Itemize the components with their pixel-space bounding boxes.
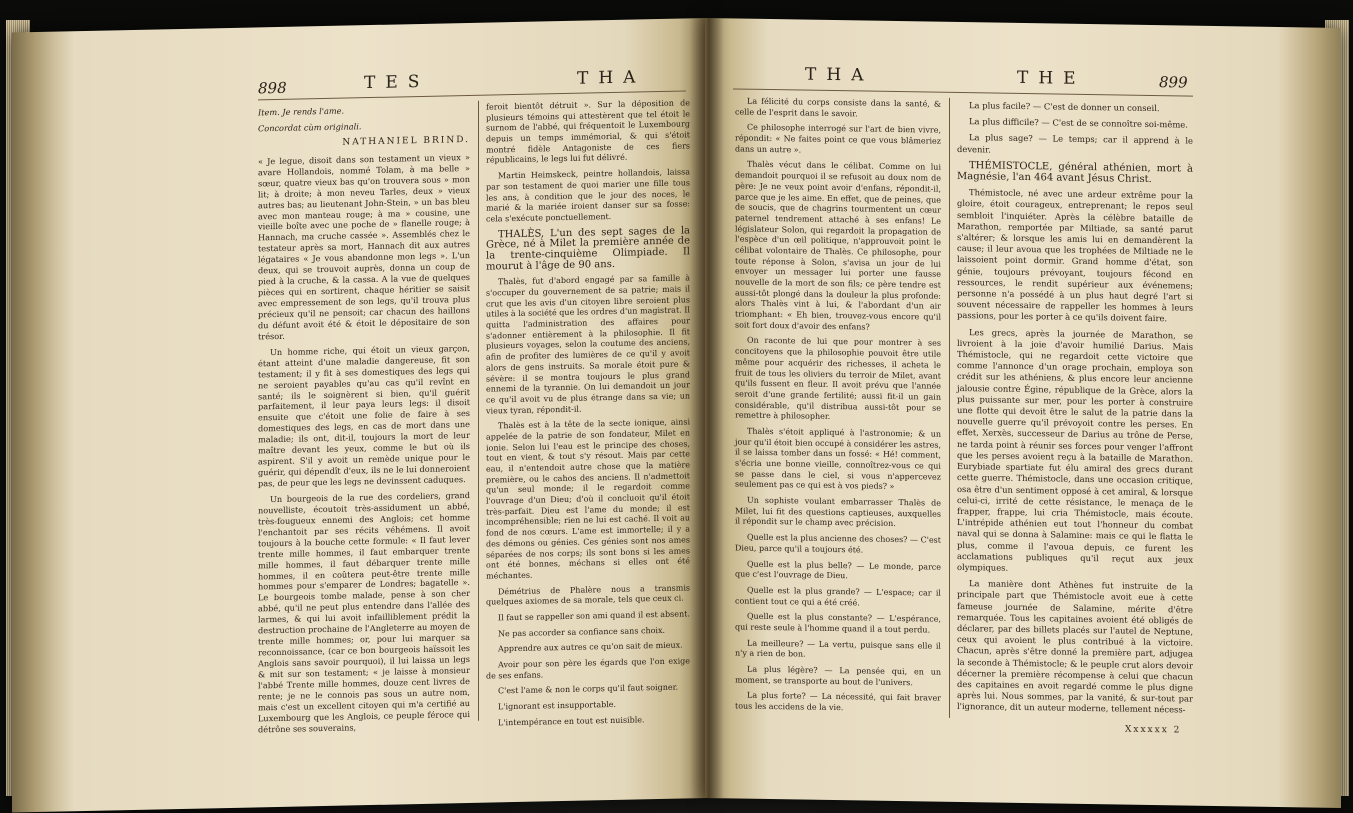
right-running-head-left: THA — [805, 64, 874, 86]
paragraph: Un sophiste voulant embarrasser Thalès de Milet, lui fit des questions captieuses, auxquelles il répondit sur le champ avec précision. — [735, 495, 941, 529]
paragraph: L'intempérance en tout est nuisible. — [498, 715, 645, 728]
right-column-rule — [949, 98, 950, 718]
paragraph: Martin Heimskeck, peintre hollandois, laissa par son testament de quoi marier une fille tous les ans, à condition que le jour des noces, le marié & la mariée iroient danser sur sa fosse: cela s'exécute ponctuellement. — [486, 167, 690, 224]
paragraph: Thalès, fut d'abord engagé par sa famille à s'occuper du gouvernement de sa patrie; mais il crut que les avis d'un citoyen libre seroient plus utiles à la société que les ordres d'un magistrat. Il quitta l'administration des affaires pour s'adonner entièrement à la philosophie. Il fit plusieurs voyages, selon la coutume des anciens, afin de profiter des lumières de ce qu'il y avoit alors de gens instruits. Sa morale étoit pure & sévère: il se montra toujours le plus grand ennemi de la tyrannie. On lui demandoit un jour ce qu'il avoit vu de plus étrange dans sa vie; un vieux tyran, répondit-il. — [486, 273, 690, 416]
paragraph: Thémistocle, né avec une ardeur extrême pour la gloire, étoit courageux, entreprenant; le repos seul sembloit l'inquiéter. Après la célèbre bataille de Marathon, remportée par Miltiade, sa santé parut s'altérer; & lorsque les amis lui en demandèrent la cause; il leur avoua que les trophées de Miltiade ne le laissoient point dormir. Grand homme d'état, son génie, toujours prévoyant, toujours fécond en ressources, le rendit supérieur aux événemens; personne n'a possédé à un plus haut degré l'art si souvent nécessaire de rappeller les hommes à leurs passions, pour les porter à ce qu'ils doivent faire. — [957, 187, 1193, 324]
paragraph: Item. Je rends l'ame. — [258, 105, 345, 118]
signature-mark: Xxxxxx 2 — [1125, 724, 1182, 736]
paragraph: « Je legue, disoit dans son testament un vieux » avare Hollandois, nommé Tolam, à ma belle » sœur, quatre vieux bas qu'on trouvera sous » mon lit; à droite; à mon neveu Tarles, deux » vieux autres bas; au lieutenant John-Stein, » un bas bleu avec mon manteau rouge; à ma » cousine, une vieille boîte avec une poche de » flanelle rouge; à Hannach, ma cruche cassée ». Assemblés chez le testateur après sa mort, Hannach dit aux autres légataires « Je vous abandonne mon legs ». L'un deux, qui se trouvoit auprès, donna un coup de pied à la cruche, & la cassa. A la vue de quelques pièces qui en sortirent, chaque héritier se saisit avec empressement de son legs, qu'il trouva plus précieux qu'il ne pensoit; car chacun des haillons du défunt avoit été & étoit le dépositaire de son trésor. — [258, 151, 470, 342]
paragraph: La plus difficile? — C'est de se connoître soi-même. — [969, 116, 1188, 130]
left-folio: 898 — [258, 78, 287, 98]
paragraph: La plus légère? — La pensée qui, en un moment, se transporte au bout de l'univers. — [735, 664, 941, 687]
paragraph: La félicité du corps consiste dans la santé, & celle de l'esprit dans le savoir. — [735, 96, 941, 119]
paragraph: Quelle est la plus grande? — L'espace; car il contient tout ce qui a été créé. — [735, 585, 941, 607]
left-page-column-1 — [258, 103, 470, 740]
paragraph: L'ignorant est insupportable. — [498, 699, 617, 712]
left-running-head-right: THA — [577, 67, 646, 89]
paragraph: Il faut se rappeller son ami quand il est absent. — [498, 609, 690, 623]
paragraph: Quelle est la plus belle? — Le monde, parce que c'est l'ouvrage de Dieu. — [735, 559, 941, 581]
right-page-column-2 — [957, 100, 1193, 721]
paragraph: La plus facile? — C'est de donner un conseil. — [969, 100, 1160, 114]
paragraph: Concordat cùm originali. — [258, 121, 362, 134]
paragraph: Ce philosophe interrogé sur l'art de bien vivre, répondit: « Ne faites point ce que vous blâmeriez dans un autre ». — [735, 123, 941, 155]
paragraph: Les grecs, après la journée de Marathon, se livroient à la joie d'avoir humilié Darius. Mais Thémistocle, qui ne regardoit cette victoire que comme l'annonce d'un orage prochain, employa son crédit sur les athéniens, & plus encore leur ancienne jalousie contre Égine, république de la Grèce, alors la plus puissante sur mer, pour les porter à construire une flotte qui devoit être le salut de la patrie dans la nouvelle guerre qu'il prévoyoit contre les perses. En effet, Xerxès, successeur de Darius au trône de Perse, ne tarda point à réunir ses forces pour venger l'affront que les perses avoient reçu à la bataille de Marathon. Eurybiade spartiate fut élu amiral des grecs durant cette guerre. Thémistocle, dans une occasion critique, osa être d'un sentiment opposé à cet amiral, & lorsque celui-ci, irrité de cette résistance, le menaça de le frapper, frappe, lui cria Thémistocle, mais écoute. L'intrépide athénien eut tout l'honneur du combat naval qui se donna à Salamine: mais ce qui le flatta le plus, comme il l'avoua depuis, ce furent les acclamations publiques qu'il reçut aux jeux olympiques. — [957, 326, 1193, 573]
paragraph: THALÈS, L'un des sept sages de la Grèce, né à Milet la première année de la trente-cinquième Olimpiade. Il mourut à l'âge de 90 ans. — [486, 224, 690, 273]
paragraph: La meilleure? — La vertu, puisque sans elle il n'y a rien de bon. — [735, 638, 941, 659]
right-running-head-right: THE — [1017, 67, 1086, 89]
paragraph: Démétrius de Phalère nous a transmis quelques axiomes de sa morale, tels que ceux ci. — [486, 582, 690, 607]
paragraph: THÉMISTOCLE, général athénien, mort à Magnésie, l'an 464 avant Jésus Christ. — [957, 159, 1193, 186]
paragraph: La plus forte? — La nécessité, qui fait braver tous les accidens de la vie. — [735, 691, 941, 713]
right-page — [705, 18, 1341, 808]
left-page — [12, 18, 707, 813]
right-folio: 899 — [1159, 73, 1188, 92]
paragraph: Thalès vécut dans le célibat. Comme on lui demandoit pourquoi il se refusoit au doux nom de père: Je ne veux point avoir d'enfans, répondit-il, parce que je les aime. En effet, que de peines, que de soucis, que de chagrins tourmentent un cœur paternel tendrement attaché à ses enfans! Le législateur Solon, qui regardoit la propagation de l'espèce d'un œil politique, n'approuvoit point le célibat volontaire de Thalès. Ce philosophe, pour toute réponse à Solon, s'avisa un jour de lui envoyer un messager lui porter une fausse nouvelle de la mort de son fils; ce père tendre est aussi-tôt plongé dans la douleur la plus profonde: alors Thalès vint à lui, & l'abordant d'un air triomphant: « Eh bien, trouvez-vous encore qu'il soit fort doux d'avoir des enfans? — [735, 160, 941, 332]
paragraph: La plus sage? — Le temps; car il apprend à le devenir. — [957, 132, 1193, 155]
paragraph: La manière dont Athènes fut instruite de la principale part que Thémistocle avoit eue à cette fameuse journée de Salamine, mérite d'être remarquée. Tous les capitaines avoient été obligés de déclarer, par des billets placés sur l'autel de Neptune, ceux qui avoient le plus contribué à la victoire. Chacun, après s'être donné la première part, adjugea la seconde à Thémistocle; & le peuple crut alors devoir décerner la première récompense à celui que chacun des capitaines en avoit regardé comme le plus digne après lui. Nous sommes, par la vanité, & sur-tout par l'ignorance, dit un auteur moderne, tellement nécess- — [957, 578, 1193, 715]
paragraph: Avoir pour son père les égards que l'on exige de ses enfans. — [486, 656, 690, 681]
paragraph: Thalès est à la tête de la secte ionique, ainsi appelée de la patrie de son fondateur, Milet en ionie. Selon lui l'eau est le principe des choses, tout en vient, & tout s'y résout. Mais par cette eau, il n'entendoit autre chose que la matière première, ou le cahos des anciens. Il n'admettoit qu'un seul monde; il le regardoit comme l'ouvrage d'un Dieu; d'où il concluoit qu'il étoit très-parfait. Dieu est l'ame du monde; il est incompréhensible; rien ne lui est caché. Il voit au fond de nos cœurs. L'ame est immortelle; il y a des démons ou génies. Ces génies sont nos ames séparées de nos corps; ils sont bons si les ames ont été bonnes, méchans si elles ont été méchantes. — [486, 417, 690, 581]
paragraph: NATHANIEL BRIND. — [342, 134, 470, 148]
book-gutter — [690, 18, 724, 798]
paragraph: feroit bientôt détruit ». Sur la déposition de plusieurs témoins qui attestèrent que tel étoit le surnom de l'abbé, qui fréquentoit le Luxembourg depuis un temps immémorial, & qui s'étoit montré fidèle Antagoniste de ces fiers républicains, le legs lui fut délivré. — [486, 98, 690, 166]
paragraph: On raconte de lui que pour montrer à ses concitoyens que la philosophie pouvoit être utile même pour acquérir des richesses, il acheta le fruit de tous les oliviers du terroir de Milet, avant qu'ils fussent en fleur. Il avoit prévu que l'année seroit d'une grande fertilité; aussi fit-il un gain considérable, qu'il distribua aussi-tôt pour se remettre à philosopher. — [735, 336, 941, 422]
right-page-column-1 — [735, 96, 941, 720]
right-header-rule — [733, 88, 1193, 96]
left-column-rule — [478, 101, 479, 721]
paragraph: Thalès s'étoit appliqué à l'astronomie; & un jour qu'il étoit bien occupé à considérer les astres, il se laissa tomber dans un fossé: « Hé! comment, s'écria une bonne vieille, connoîtrez-vous ce qui se passe dans le ciel, si vous n'appercevez seulement pas ce qui est à vos pieds? » — [735, 426, 941, 492]
paragraph: C'est l'ame & non le corps qu'il faut soigner. — [498, 682, 679, 696]
paragraph: Ne pas accorder sa confiance sans choix. — [498, 625, 666, 639]
paragraph: Un homme riche, qui étoit un vieux garçon, étant atteint d'une maladie dangereuse, fit son testament; il y fit à ses domestiques des legs qui ne seroient payables qu'au cas qu'il revînt en santé; ils le soignèrent si bien, qu'il guérit parfaitement, il leur paya leurs legs: il disoit ensuite que c'étoit une folie de faire à ses domestiques des legs, en cas de mort dans une maladie; ils ont, dit-il, toujours la mort de leur maître devant les yeux, comme le but où ils aspirent. S'il y avoit un remède unique pour le guérir, qui dépendît d'eux, ils ne le lui donneroient pas, de peur que les legs ne devinssent caduques. — [258, 342, 470, 489]
paragraph: Quelle est la plus ancienne des choses? — C'est Dieu, parce qu'il a toujours été. — [735, 532, 941, 555]
left-running-head-left: TES — [364, 71, 430, 94]
paragraph: Quelle est la plus constante? — L'espérance, qui reste seule à l'homme quand il a tout perdu. — [735, 611, 941, 635]
left-page-column-2 — [486, 98, 690, 734]
paragraph: Apprendre aux autres ce qu'on sait de mieux. — [498, 640, 683, 654]
paragraph: Un bourgeois de la rue des cordeliers, grand nouvelliste, écoutoit très-assidument un abbé, très-fougueux ennemi des Anglois; cet homme l'enchantoit par ses récits véhémens. Il avoit toujours à la bouche cette formule: « Il faut lever trente mille hommes, il faut embarquer trente mille hommes, il faut débarquer trente mille hommes, il en coûtera peut-être trente mille hommes pour s'emparer de Londres; bagatelle ». Le bourgeois tombe malade, pense à son cher abbé, qu'il ne peut plus entendre dans l'allée des larmes, & qui lui avoit infailliblement prédit la destruction prochaine de l'Angleterre au moyen de trente mille hommes; or, pour lui marquer sa reconnoissance, (car ce bon bourgeois haïssoit les Anglois sans savoir pourquoi), il lui laissa un legs & mit sur son testament; « je laisse à monsieur l'abbé Trente mille hommes, douze cent livres de rente; je ne le connois pas sous un autre nom, mais c'est un excellent citoyen qui m'a certifié au Luxembourg que les Anglois, ce peuple féroce qui détrône ses souverains, — [258, 489, 470, 735]
